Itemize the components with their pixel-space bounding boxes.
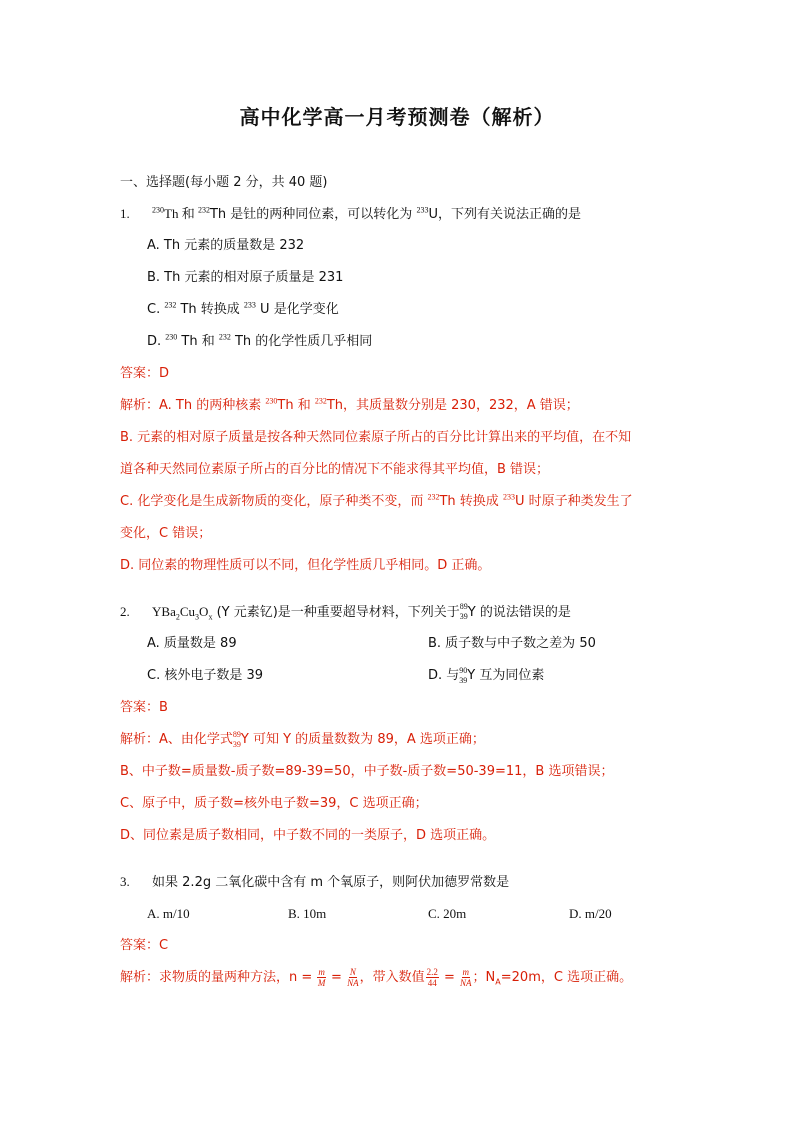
question-1-option-a: A. Th 元素的质量数是 232 (147, 238, 305, 253)
yttrium-89-isotope-notation: 89 39 (232, 730, 241, 749)
question-2-explanation-line-1: 解析：A、由化学式 89 39 Y 可知 Y 的质量数数为 89，A 选项正确； (120, 730, 485, 749)
question-2-explanation-line-3: C、原子中，质子数=核外电子数=39，C 选项正确； (120, 796, 428, 811)
question-2-option-d: D. 与 90 39 Y 互为同位素 (428, 666, 545, 685)
question-3-stem: 3. 如果 2.2g 二氧化碳中含有 m 个氧原子，则阿伏加德罗常数是 (120, 874, 510, 890)
question-2-option-b: B. 质子数与中子数之差为 50 (428, 636, 596, 651)
question-3-number: 3. (120, 874, 130, 889)
question-2-option-c: C. 核外电子数是 39 (147, 668, 264, 683)
question-3-option-d: D. m/20 (569, 906, 612, 921)
fraction-m-over-M: $\frac{m}{M}$ (317, 967, 326, 988)
section-heading: 一、选择题(每小题 2 分，共 40 题) (120, 175, 328, 190)
question-1-explanation-line-1: 解析：A. Th 的两种核素 $^{230}$Th 和 $^{232}$Th，其质量数分别是 230，232，A 错误； (120, 396, 579, 413)
question-1-stem: 1. $^{230}$Th 和 $^{232}$Th 是钍的两种同位素，可以转化为 $^{233}$U，下列有关说法正确的是 (120, 205, 581, 222)
fraction-m-over-NA: $\frac{m}{NA}$ (460, 967, 472, 988)
question-1-explanation-line-5: 变化，C 错误； (120, 526, 212, 541)
question-1-option-d: D. $^{230}$ Th 和 $^{232}$ Th 的化学性质几乎相同 (147, 332, 373, 349)
fraction-2.2-over-44: $\frac{2.2}{44}$ (426, 967, 438, 988)
question-1-option-c: C. $^{232}$ Th 转换成 $^{233}$ U 是化学变化 (147, 300, 339, 317)
question-2-stem: 2. $YBa_2Cu_3O_x$ (Y 元素钇)是一种重要超导材料，下列关于 89 39 Y 的说法错误的是 (120, 602, 571, 622)
question-1-number: 1. (120, 206, 130, 221)
question-2-number: 2. (120, 604, 130, 619)
question-2-option-a: A. 质量数是 89 (147, 636, 237, 651)
yttrium-89-isotope-notation: 89 39 (459, 602, 468, 621)
question-3-option-a: A. m/10 (147, 906, 190, 921)
question-3-option-c: C. 20m (428, 906, 467, 921)
question-2-explanation-line-2: B、中子数=质量数-质子数=89-39=50，中子数-质子数=50-39=11，B 选项错误； (120, 764, 614, 779)
page-title: 高中化学高一月考预测卷（解析） (239, 105, 555, 129)
question-1-explanation-line-3: 道各种天然同位素原子所占的百分比的情况下不能求得其平均值，B 错误； (120, 462, 550, 477)
question-1-answer: 答案：D (120, 366, 170, 381)
question-3-explanation: 解析：求物质的量两种方法，n = $\frac{m}{M}$ = $\frac{N}{NA}$ ，带入数值 $\frac{2.2}{44}$ = $\frac{m}{NA}$ ；$N_A=20m$，C 选项正确。 (120, 967, 633, 988)
fraction-N-over-NA: $\frac{N}{NA}$ (347, 967, 359, 988)
question-1-option-b: B. Th 元素的相对原子质量是 231 (147, 270, 344, 285)
question-1-explanation-line-4: C. 化学变化是生成新物质的变化，原子种类不变，而 $^{232}$Th 转换成 $^{233}$U 时原子种类发生了 (120, 492, 633, 509)
question-3-answer: 答案：C (120, 938, 169, 953)
question-2-answer: 答案：B (120, 700, 168, 715)
question-1-explanation-line-6: D. 同位素的物理性质可以不同，但化学性质几乎相同。D 正确。 (120, 558, 491, 573)
question-1-explanation-line-2: B. 元素的相对原子质量是按各种天然同位素原子所占的百分比计算出来的平均值，在不知 (120, 430, 632, 445)
question-3-option-b: B. 10m (288, 906, 327, 921)
question-2-explanation-line-4: D、同位素是质子数相同，中子数不同的一类原子，D 选项正确。 (120, 828, 496, 843)
yttrium-90-isotope-notation: 90 39 (459, 666, 468, 685)
